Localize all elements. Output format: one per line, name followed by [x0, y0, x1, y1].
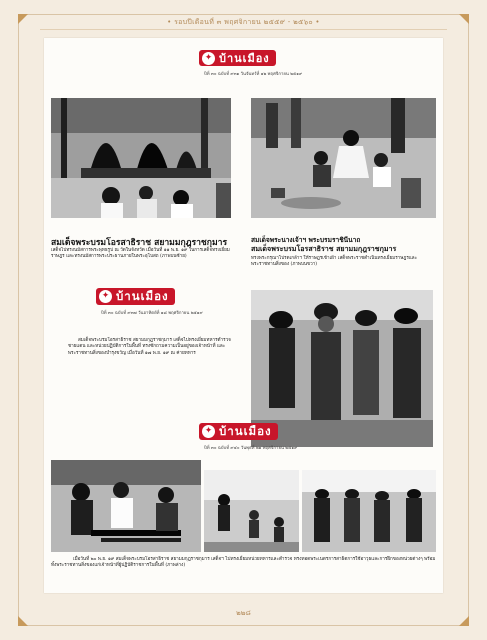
masthead-date-line: ปีที่ ๓๐ ฉบับที่ ๙๓๑ วันจันทร์ที่ ๑๒ พฤศจิกายน ๒๕๑๙ [204, 72, 303, 77]
caption-body-left: เสด็จไปทรงนมัสการพระพุทธรูป ณ วัดในจังหวัด เมื่อวันที่ ๑๑ พ.ย. ๑๙ ในการเสด็จทรงเยี่ยมราษฎร และทรงนมัสการพระประธานภายในพระอุโบสถ (ภาพบนซ้าย) [51, 248, 230, 260]
caption-title-left: สมเด็จพระบรมโอรสาธิราช สยามมกุฎราชกุมาร [51, 238, 228, 248]
newspaper-masthead [199, 50, 276, 66]
emblem-icon: ✦ [202, 52, 215, 65]
photo-training-field [204, 470, 299, 552]
masthead-date-line: ปีที่ ๓๐ ฉบับที่ ๙๔๐ วันพุธที่ ๒๑ พฤศจิกายน ๒๕๑๙ [204, 446, 298, 451]
emblem-icon: ✦ [202, 425, 215, 438]
masthead-title: บ้านเมือง [116, 288, 169, 303]
scrapbook-sheet [44, 38, 443, 593]
photo-royal-audience [251, 98, 436, 218]
caption-title-right-b: สมเด็จพระบรมโอรสาธิราช สยามมกุฎราชกุมาร [251, 244, 397, 253]
photo-weapons-display [51, 460, 201, 552]
masthead-title: บ้านเมือง [219, 52, 270, 65]
photo-inspection-line [302, 470, 436, 552]
photo-border-troops [251, 290, 433, 447]
emblem-icon: ✦ [99, 290, 112, 303]
masthead-logo [199, 423, 278, 440]
newspaper-masthead [96, 288, 175, 305]
masthead-date-line: ปีที่ ๓๐ ฉบับที่ ๙๓๗ วันอาทิตย์ที่ ๑๘ พฤศจิกายน ๒๕๑๙ [101, 311, 203, 316]
caption-body-border-visit: สมเด็จพระบรมโอรสาธิราช สยามมกุฎราชกุมาร เสด็จไปทรงเยี่ยมทหารตำรวจชายแดน และหน่วยปฏิบัติการในพื้นที่ ทรงซักถามความเป็นอยู่ของเจ้าหน้าที่ และพระราชทานสิ่งของบำรุงขวัญ เมื่อวันที่ ๑๗ พ.ย. ๑๙ ณ ค่ายทหาร [68, 338, 231, 356]
newspaper-masthead [199, 423, 278, 440]
photo-temple-visit [51, 98, 231, 218]
running-header: • รอบปีเดือนที่ ๓ พฤศจิกายน ๒๕๕๙ - ๒๕๖๐ • [167, 18, 320, 26]
caption-body-bottom: เมื่อวันที่ ๒๐ พ.ย. ๑๙ สมเด็จพระบรมโอรสาธิราช สยามมกุฎราชกุมาร เสด็จฯ ไปทรงเยี่ยมหน่วยทหารและตำรวจ ทรงทอดพระเนตรการสาธิตการใช้อาวุธและการฝึกของหน่วยต่างๆ พร้อมทั้งพระราชทานสิ่งของแก่เจ้าหน้าที่ผู้ปฏิบัติราชการในพื้นที่ (ภาพล่าง) [51, 557, 436, 569]
caption-body-right: ทรงพระกรุณาโปรดเกล้าฯ ให้ราษฎรเข้าเฝ้า เสด็จพระราชดำเนินทรงเยี่ยมราษฎรและพระราชทานสิ่งของ (ภาพบนขวา) [251, 256, 418, 268]
masthead-title: บ้านเมือง [219, 423, 272, 438]
masthead-logo [96, 288, 175, 305]
masthead-logo [199, 50, 276, 66]
caption-title-right-a: สมเด็จพระนางเจ้าฯ พระบรมราชินีนาถ [251, 236, 361, 244]
corner-ornament [455, 14, 469, 28]
corner-ornament [18, 14, 32, 28]
page-number: ๒๒๘ [236, 609, 251, 617]
